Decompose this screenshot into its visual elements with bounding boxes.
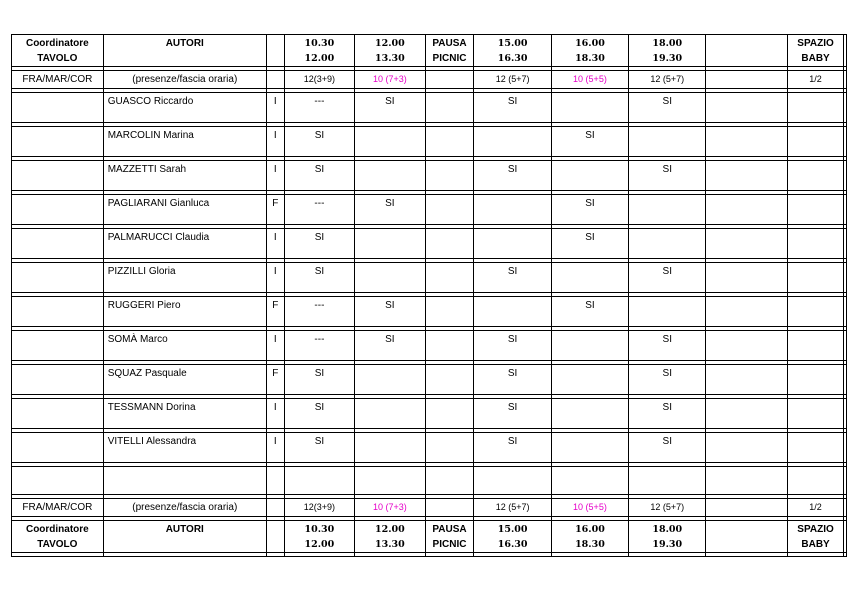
header-empty — [706, 35, 788, 67]
author-name: PALMARUCCI Claudia — [103, 229, 266, 259]
header-slot2-end: 13.30 — [374, 539, 405, 550]
author-slot3: SI — [474, 93, 551, 123]
header-slot1-start: 10.30 — [304, 38, 335, 49]
header-slot3 — [474, 35, 551, 67]
header-slot3-end: 16.30 — [497, 539, 528, 550]
author-slot5: SI — [629, 399, 706, 429]
author-slot4 — [551, 433, 628, 463]
author-slot3 — [474, 127, 551, 157]
info-slot2: 10 (7+3) — [355, 71, 425, 89]
author-slot1: SI — [284, 263, 354, 293]
header-coordinator-line1: Coordinatore — [25, 524, 89, 535]
author-slot1: SI — [284, 399, 354, 429]
author-slot2: SI — [355, 93, 425, 123]
author-slot5: SI — [629, 263, 706, 293]
header-coordinator-line2: TAVOLO — [37, 539, 78, 550]
info-row — [12, 71, 847, 89]
author-row — [12, 365, 847, 395]
author-slot1: --- — [284, 195, 354, 225]
header-row-bottom — [12, 521, 847, 553]
edge-cell — [843, 35, 846, 67]
info-coordinator: FRA/MAR/COR — [12, 499, 104, 517]
author-row — [12, 399, 847, 429]
info-slot5: 12 (5+7) — [629, 499, 706, 517]
author-name: RUGGERI Piero — [103, 297, 266, 327]
info-slot4: 10 (5+5) — [551, 499, 628, 517]
author-name: GUASCO Riccardo — [103, 93, 266, 123]
header-row-top — [12, 35, 847, 67]
author-slot5 — [629, 297, 706, 327]
header-slot1-end: 12.00 — [304, 53, 335, 64]
header-pausa-line2: PICNIC — [432, 539, 467, 550]
author-slot2: SI — [355, 331, 425, 361]
header-gender — [266, 521, 284, 553]
author-slot5: SI — [629, 433, 706, 463]
header-coordinator-line2: TAVOLO — [37, 53, 78, 64]
author-slot3 — [474, 195, 551, 225]
author-slot2: SI — [355, 297, 425, 327]
author-slot4 — [551, 365, 628, 395]
info-coordinator: FRA/MAR/COR — [12, 71, 104, 89]
info-note: (presenze/fascia oraria) — [103, 499, 266, 517]
header-slot5-start: 18.00 — [652, 524, 683, 535]
info-slot1: 12(3+9) — [284, 499, 354, 517]
author-slot2: SI — [355, 195, 425, 225]
author-slot5: SI — [629, 365, 706, 395]
author-name: SQUAZ Pasquale — [103, 365, 266, 395]
schedule-body — [12, 35, 847, 557]
author-slot4 — [551, 93, 628, 123]
author-gender: I — [266, 161, 284, 191]
header-slot2 — [355, 35, 425, 67]
author-slot2 — [355, 433, 425, 463]
header-slot5-start: 18.00 — [652, 38, 683, 49]
author-row — [12, 229, 847, 259]
header-autori — [103, 521, 266, 553]
header-slot4-start: 16.00 — [575, 524, 605, 535]
author-slot4: SI — [551, 229, 628, 259]
info-baby: 1/2 — [788, 499, 844, 517]
author-gender: I — [266, 229, 284, 259]
author-slot4 — [551, 331, 628, 361]
header-slot2-start: 12.00 — [374, 38, 405, 49]
header-slot3-start: 15.00 — [497, 38, 528, 49]
author-gender: I — [266, 433, 284, 463]
author-gender: I — [266, 331, 284, 361]
author-slot5: SI — [629, 93, 706, 123]
author-slot1: SI — [284, 161, 354, 191]
author-gender: F — [266, 297, 284, 327]
info-slot1: 12(3+9) — [284, 71, 354, 89]
author-row — [12, 433, 847, 463]
author-row — [12, 297, 847, 327]
author-gender: I — [266, 127, 284, 157]
info-slot5: 12 (5+7) — [629, 71, 706, 89]
header-slot5-end: 19.30 — [652, 53, 683, 64]
header-slot4-end: 18.30 — [575, 53, 605, 64]
author-slot1: --- — [284, 331, 354, 361]
author-slot3: SI — [474, 365, 551, 395]
header-slot5-end: 19.30 — [652, 539, 683, 550]
author-slot3 — [474, 229, 551, 259]
header-autori-label: AUTORI — [165, 524, 204, 535]
author-name: MAZZETTI Sarah — [103, 161, 266, 191]
author-gender: I — [266, 399, 284, 429]
header-pausa-line1: PAUSA — [432, 38, 467, 49]
edge-cell — [843, 521, 846, 553]
header-autori-label: AUTORI — [165, 38, 204, 49]
spacer-row — [12, 553, 847, 557]
header-slot5 — [629, 35, 706, 67]
author-slot2 — [355, 229, 425, 259]
header-baby-line1: SPAZIO — [797, 38, 834, 49]
header-slot3-end: 16.30 — [497, 53, 528, 64]
header-slot4-end: 18.30 — [575, 539, 605, 550]
info-slot4: 10 (5+5) — [551, 71, 628, 89]
info-slot2: 10 (7+3) — [355, 499, 425, 517]
author-slot5: SI — [629, 331, 706, 361]
header-slot3-start: 15.00 — [497, 524, 528, 535]
author-gender: I — [266, 93, 284, 123]
author-slot3: SI — [474, 433, 551, 463]
author-row — [12, 195, 847, 225]
header-baby-line1: SPAZIO — [797, 524, 834, 535]
author-slot3: SI — [474, 263, 551, 293]
author-slot5 — [629, 127, 706, 157]
header-slot2-start: 12.00 — [374, 524, 405, 535]
header-slot4-start: 16.00 — [575, 38, 605, 49]
header-gender — [266, 35, 284, 67]
header-baby-line2: BABY — [801, 539, 830, 550]
header-pausa — [425, 521, 474, 553]
info-row — [12, 499, 847, 517]
header-coordinator — [12, 521, 104, 553]
author-row — [12, 263, 847, 293]
header-autori — [103, 35, 266, 67]
author-gender: F — [266, 365, 284, 395]
author-slot2 — [355, 399, 425, 429]
header-pausa — [425, 35, 474, 67]
author-slot5 — [629, 229, 706, 259]
header-baby — [788, 35, 844, 67]
author-slot5 — [629, 195, 706, 225]
header-slot5 — [629, 521, 706, 553]
author-name: VITELLI Alessandra — [103, 433, 266, 463]
info-baby: 1/2 — [788, 71, 844, 89]
author-slot3 — [474, 297, 551, 327]
info-note: (presenze/fascia oraria) — [103, 71, 266, 89]
author-slot1: SI — [284, 229, 354, 259]
blank-row — [12, 467, 847, 495]
author-slot1: --- — [284, 297, 354, 327]
author-gender: F — [266, 195, 284, 225]
author-name: SOMÀ Marco — [103, 331, 266, 361]
header-slot1 — [284, 35, 354, 67]
author-name: MARCOLIN Marina — [103, 127, 266, 157]
author-slot3: SI — [474, 331, 551, 361]
author-name: PIZZILLI Gloria — [103, 263, 266, 293]
author-slot2 — [355, 365, 425, 395]
header-slot1-start: 10.30 — [304, 524, 335, 535]
info-slot3: 12 (5+7) — [474, 71, 551, 89]
author-slot3: SI — [474, 161, 551, 191]
author-row — [12, 331, 847, 361]
header-slot3 — [474, 521, 551, 553]
author-slot4 — [551, 161, 628, 191]
header-slot1 — [284, 521, 354, 553]
author-row — [12, 93, 847, 123]
header-pausa-line1: PAUSA — [432, 524, 467, 535]
author-slot4: SI — [551, 195, 628, 225]
header-slot2-end: 13.30 — [374, 53, 405, 64]
author-row — [12, 127, 847, 157]
header-empty — [706, 521, 788, 553]
author-gender: I — [266, 263, 284, 293]
author-slot4: SI — [551, 127, 628, 157]
header-slot4 — [551, 35, 628, 67]
header-coordinator-line1: Coordinatore — [25, 38, 89, 49]
header-baby — [788, 521, 844, 553]
header-pausa-line2: PICNIC — [432, 53, 467, 64]
author-slot1: --- — [284, 93, 354, 123]
info-slot3: 12 (5+7) — [474, 499, 551, 517]
author-name: TESSMANN Dorina — [103, 399, 266, 429]
author-slot4: SI — [551, 297, 628, 327]
schedule-table — [11, 34, 847, 557]
author-slot4 — [551, 263, 628, 293]
author-slot1: SI — [284, 365, 354, 395]
author-slot2 — [355, 161, 425, 191]
author-slot3: SI — [474, 399, 551, 429]
author-name: PAGLIARANI Gianluca — [103, 195, 266, 225]
author-slot4 — [551, 399, 628, 429]
author-slot5: SI — [629, 161, 706, 191]
author-row — [12, 161, 847, 191]
header-slot4 — [551, 521, 628, 553]
header-slot1-end: 12.00 — [304, 539, 335, 550]
author-slot1: SI — [284, 127, 354, 157]
header-coordinator — [12, 35, 104, 67]
author-slot2 — [355, 127, 425, 157]
header-slot2 — [355, 521, 425, 553]
author-slot2 — [355, 263, 425, 293]
author-slot1: SI — [284, 433, 354, 463]
header-baby-line2: BABY — [801, 53, 830, 64]
